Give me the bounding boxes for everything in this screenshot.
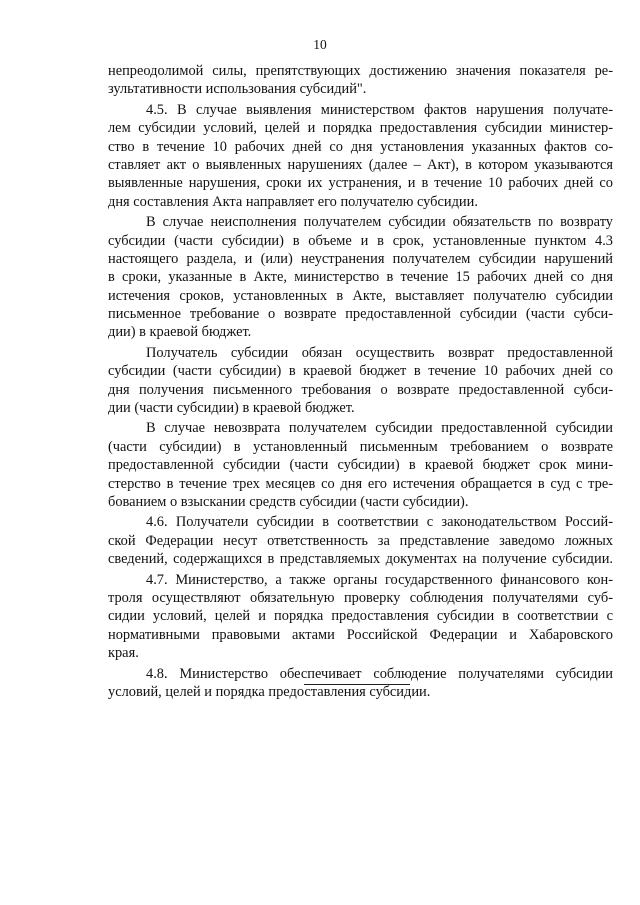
text-line: в сроки, указанные в Акте, министерство в течение 15 рабочих дней со дня: [108, 269, 613, 286]
text-line: сведений, содержащихся в представляемых документах на получение субсидии.: [108, 551, 613, 568]
text-line: троля осуществляют обязательную проверку соблюдения получателями суб-: [108, 589, 613, 606]
text-line: дня составления Акта направляет его получателю субсидии.: [108, 193, 478, 210]
text-line: условий, целей и порядка предоставления субсидии.: [108, 683, 431, 700]
text-line: ставляет акт о выявленных нарушениях (далее – Акт), в котором указываются: [108, 156, 613, 173]
text-line: дии (части субсидии) в краевой бюджет.: [108, 400, 355, 417]
page-number: 10: [313, 37, 327, 52]
text-line: дии) в краевой бюджет.: [108, 324, 252, 341]
text-line: стерство в течение трех месяцев со дня его истечения обращается в суд с тре-: [108, 475, 613, 492]
text-line: (части субсидии) в установленный письменным требованием о возврате: [108, 438, 613, 455]
text-line: 4.5. В случае выявления министерством фактов нарушения получате-: [146, 101, 613, 118]
text-line: ство в течение 10 рабочих дней со дня установления указанных фактов со-: [108, 138, 613, 155]
text-line: непреодолимой силы, препятствующих достижению значения показателя ре-: [108, 63, 613, 79]
text-line: бованием о взыскании средств субсидии (части субсидии).: [108, 493, 469, 510]
text-line: сидии условий, целей и порядка предоставления субсидии в соответствии с: [108, 608, 613, 625]
text-line: лем субсидии условий, целей и порядка предоставления субсидии министер-: [108, 120, 613, 137]
text-line: В случае неисполнения получателем субсидии обязательств по возврату: [146, 214, 613, 231]
text-line: 4.8. Министерство обеспечивает соблюдение получателями субсидии: [146, 665, 613, 682]
text-line: субсидии (части субсидии) в краевой бюджет в течение 10 рабочих дней со: [108, 363, 613, 380]
text-line: настоящего раздела, и (или) неустранения получателем субсидии нарушений: [108, 250, 613, 267]
text-line: истечения сроков, установленных в Акте, выставляет получателю субсидии: [108, 287, 613, 304]
text-line: выявленные нарушения, сроки их устранения, и в течение 10 рабочих дней со: [108, 175, 613, 192]
document-body: [108, 62, 613, 701]
text-line: ской Федерации несут ответственность за представление заведомо ложных: [108, 532, 613, 549]
text-line: 4.6. Получатели субсидии в соответствии с законодательством Россий-: [146, 514, 613, 531]
text-line: 4.7. Министерство, а также органы государственного финансового кон-: [146, 571, 613, 588]
text-line: края.: [108, 645, 139, 662]
text-line: нормативными правовыми актами Российской Федерации и Хабаровского: [108, 626, 613, 643]
text-line: Получатель субсидии обязан осуществить возврат предоставленной: [146, 344, 613, 361]
end-of-text-rule: [304, 684, 410, 685]
text-line: предоставленной субсидии (части субсидии) в краевой бюджет срок мини-: [108, 457, 613, 474]
text-line: В случае невозврата получателем субсидии предоставленной субсидии: [146, 420, 613, 437]
text-line: дня получения письменного требования о возврате предоставленной субси-: [108, 381, 613, 398]
text-line: зультативности использования субсидий".: [108, 81, 367, 98]
text-line: субсидии (части субсидии) в объеме и в срок, установленные пунктом 4.3: [108, 232, 613, 249]
text-line: письменное требование о возврате предоставленной субсидии (части субси-: [108, 306, 613, 323]
